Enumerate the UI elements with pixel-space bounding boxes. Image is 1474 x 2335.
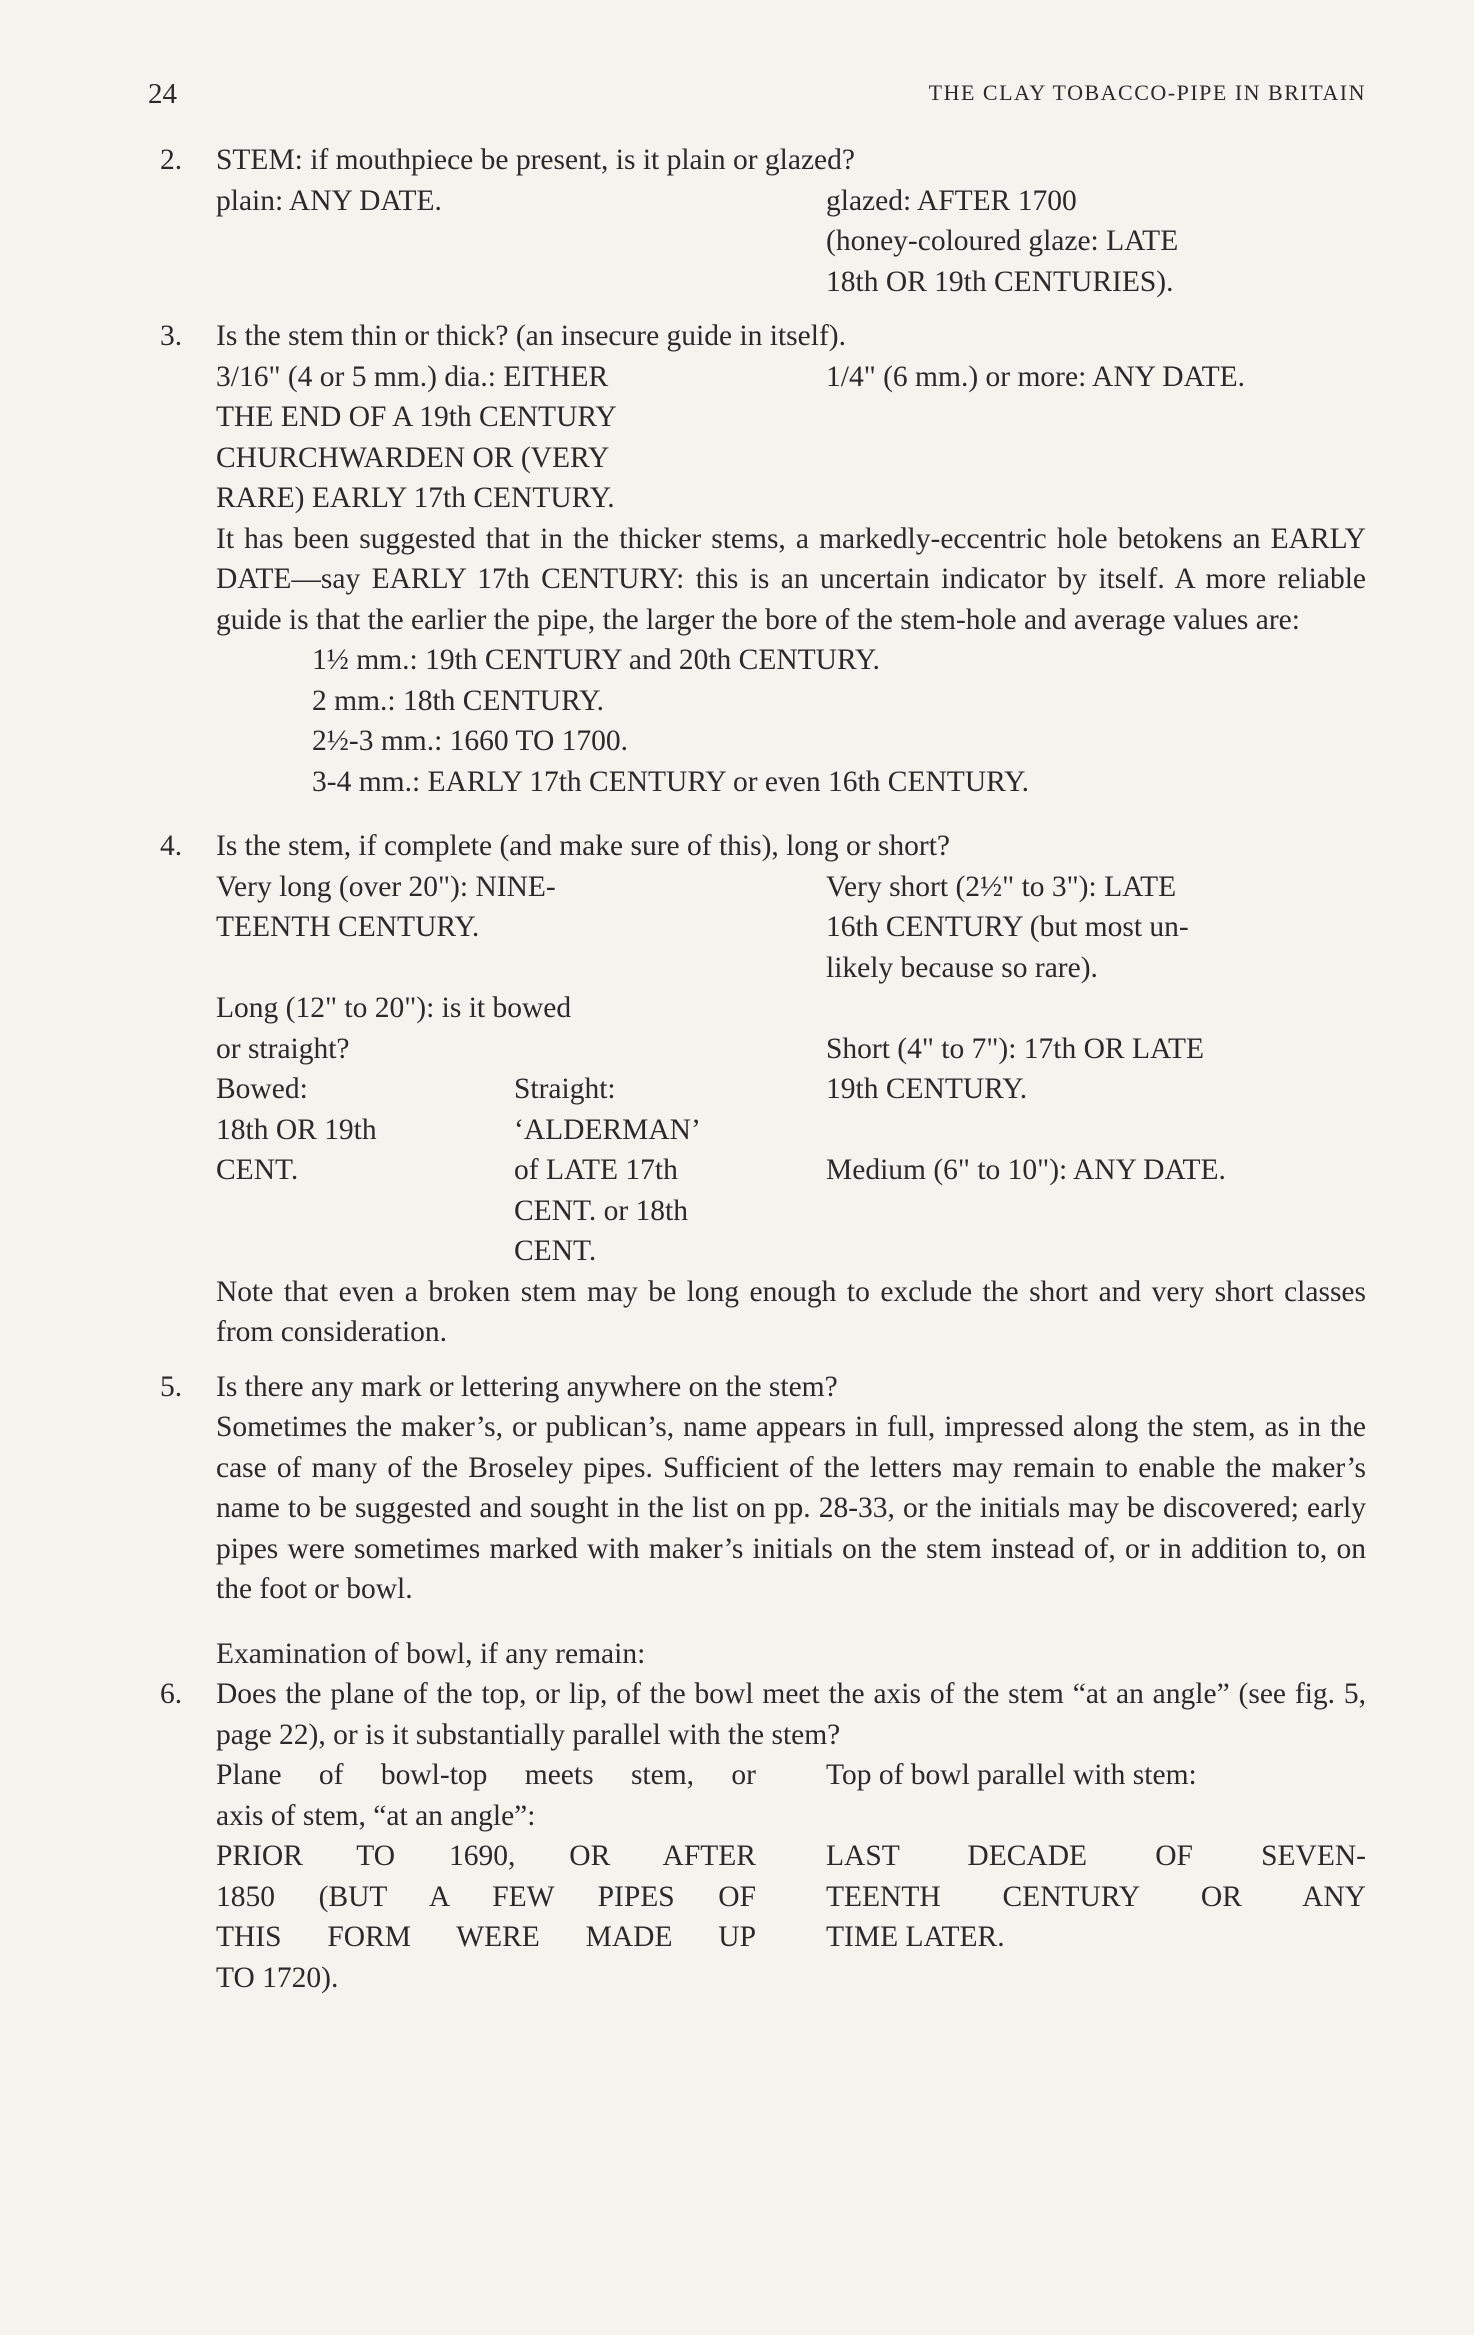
parallel-answer: Top of bowl parallel with stem: LAST DECADE OF SEVEN- TEENTH CENTURY OR ANY TIME LATER. xyxy=(826,1759,1366,1953)
question-3 xyxy=(160,316,1366,802)
bore-size-item: 1½ mm.: 19th CENTURY and 20th CENTURY. xyxy=(312,644,880,676)
long-line: Long (12" to 20"): is it bowed xyxy=(216,992,572,1024)
bowed-answer: Bowed: 18th OR 19th CENT. xyxy=(216,1073,377,1186)
page-number: 24 xyxy=(148,78,177,110)
bowed-straight-split xyxy=(216,1069,756,1272)
question-number: 5. xyxy=(160,1370,183,1403)
bore-size-item: 2 mm.: 18th CENTURY. xyxy=(312,684,605,717)
very-short-line: likely because so rare). xyxy=(826,951,1098,984)
question-4 xyxy=(160,826,1366,1353)
medium-line: Medium (6" to 10"): ANY DATE. xyxy=(826,1154,1226,1186)
short-line: 19th CENTURY. xyxy=(826,1073,1028,1105)
stem-bore-paragraph: It has been suggested that in the thicker stems, a markedly-eccentric hole betokens an EARLY DATE—say EARLY 17th CENTURY: this is an uncertain indicator by itself. A more reliable guide is that the earlier the pipe, the larger the bore of the stem-hole and average values are: xyxy=(216,522,1366,636)
running-title: THE CLAY TOBACCO-PIPE IN BRITAIN xyxy=(928,80,1366,105)
long-line: or straight? xyxy=(216,1032,350,1065)
bore-size-item: 3-4 mm.: EARLY 17th CENTURY or even 16th CENTURY. xyxy=(312,765,1030,798)
bore-size-list xyxy=(216,640,1366,802)
answer-thick-stem: 1/4" (6 mm.) or more: ANY DATE. xyxy=(826,360,1245,393)
page-body xyxy=(160,140,1366,1998)
question-number: 2. xyxy=(160,144,183,176)
question-6 xyxy=(160,1674,1366,1998)
question-number: 4. xyxy=(160,830,183,862)
question-2 xyxy=(160,140,1366,302)
question-text: Is there any mark or lettering anywhere on the stem? xyxy=(216,1370,838,1403)
answer-glazed: glazed: AFTER 1700 (honey-coloured glaze: LATE 18th OR 19th CENTURIES). xyxy=(826,184,1179,298)
question-text: STEM: if mouthpiece be present, is it plain or glazed? xyxy=(216,144,855,176)
very-long-line: TEENTH CENTURY. xyxy=(216,911,480,943)
question-text: Is the stem thin or thick? (an insecure guide in itself). xyxy=(216,320,846,352)
answer-thin-stem: 3/16" (4 or 5 mm.) dia.: EITHER THE END OF A 19th CENTURY CHURCHWARDEN OR (VERY RARE) EARLY 17th CENTURY. xyxy=(216,360,617,514)
very-short-line: 16th CENTURY (but most un- xyxy=(826,911,1189,943)
broken-stem-note: Note that even a broken stem may be long enough to exclude the short and very short classes from consideration. xyxy=(216,1275,1366,1348)
question-text: Is the stem, if complete (and make sure of this), long or short? xyxy=(216,830,951,862)
question-number: 6. xyxy=(160,1678,183,1710)
stem-length-left xyxy=(216,867,756,1272)
very-short-line: Very short (2½" to 3"): LATE xyxy=(826,870,1177,903)
bore-size-item: 2½-3 mm.: 1660 TO 1700. xyxy=(312,725,629,757)
very-long-line: Very long (over 20"): NINE- xyxy=(216,870,556,903)
answer-plain: plain: ANY DATE. xyxy=(216,184,442,217)
bowl-examination-heading: Examination of bowl, if any remain: xyxy=(216,1637,646,1670)
question-number: 3. xyxy=(160,320,183,352)
question-text: Does the plane of the top, or lip, of the bowl meet the axis of the stem “at an angle” (see fig. 5, page 22), or is it substantially parallel with the stem? xyxy=(216,1678,1366,1751)
straight-answer: Straight: ‘ALDERMAN’ of LATE 17th CENT. or 18th CENT. xyxy=(514,1073,701,1267)
stem-mark-paragraph: Sometimes the maker’s, or publican’s, name appears in full, impressed along the stem, as in the case of many of the Broseley pipes. Sufficient of the letters may remain to enable the maker’s name to be suggested and sought in the list on pp. 28-33, or the initials may be discovered; early pipes were sometimes marked with maker’s initials on the stem instead of, or in addition to, on the foot or bowl. xyxy=(216,1411,1366,1605)
stem-length-right xyxy=(826,867,1366,1272)
angle-answer: Plane of bowl-top meets stem, or axis of stem, “at an angle”: PRIOR TO 1690, OR AFTER 1850 (BUT A FEW PIPES OF THIS FORM WERE MADE UP TO 1720). xyxy=(216,1759,756,1994)
question-5 xyxy=(160,1367,1366,1610)
short-line: Short (4" to 7"): 17th OR LATE xyxy=(826,1032,1205,1065)
